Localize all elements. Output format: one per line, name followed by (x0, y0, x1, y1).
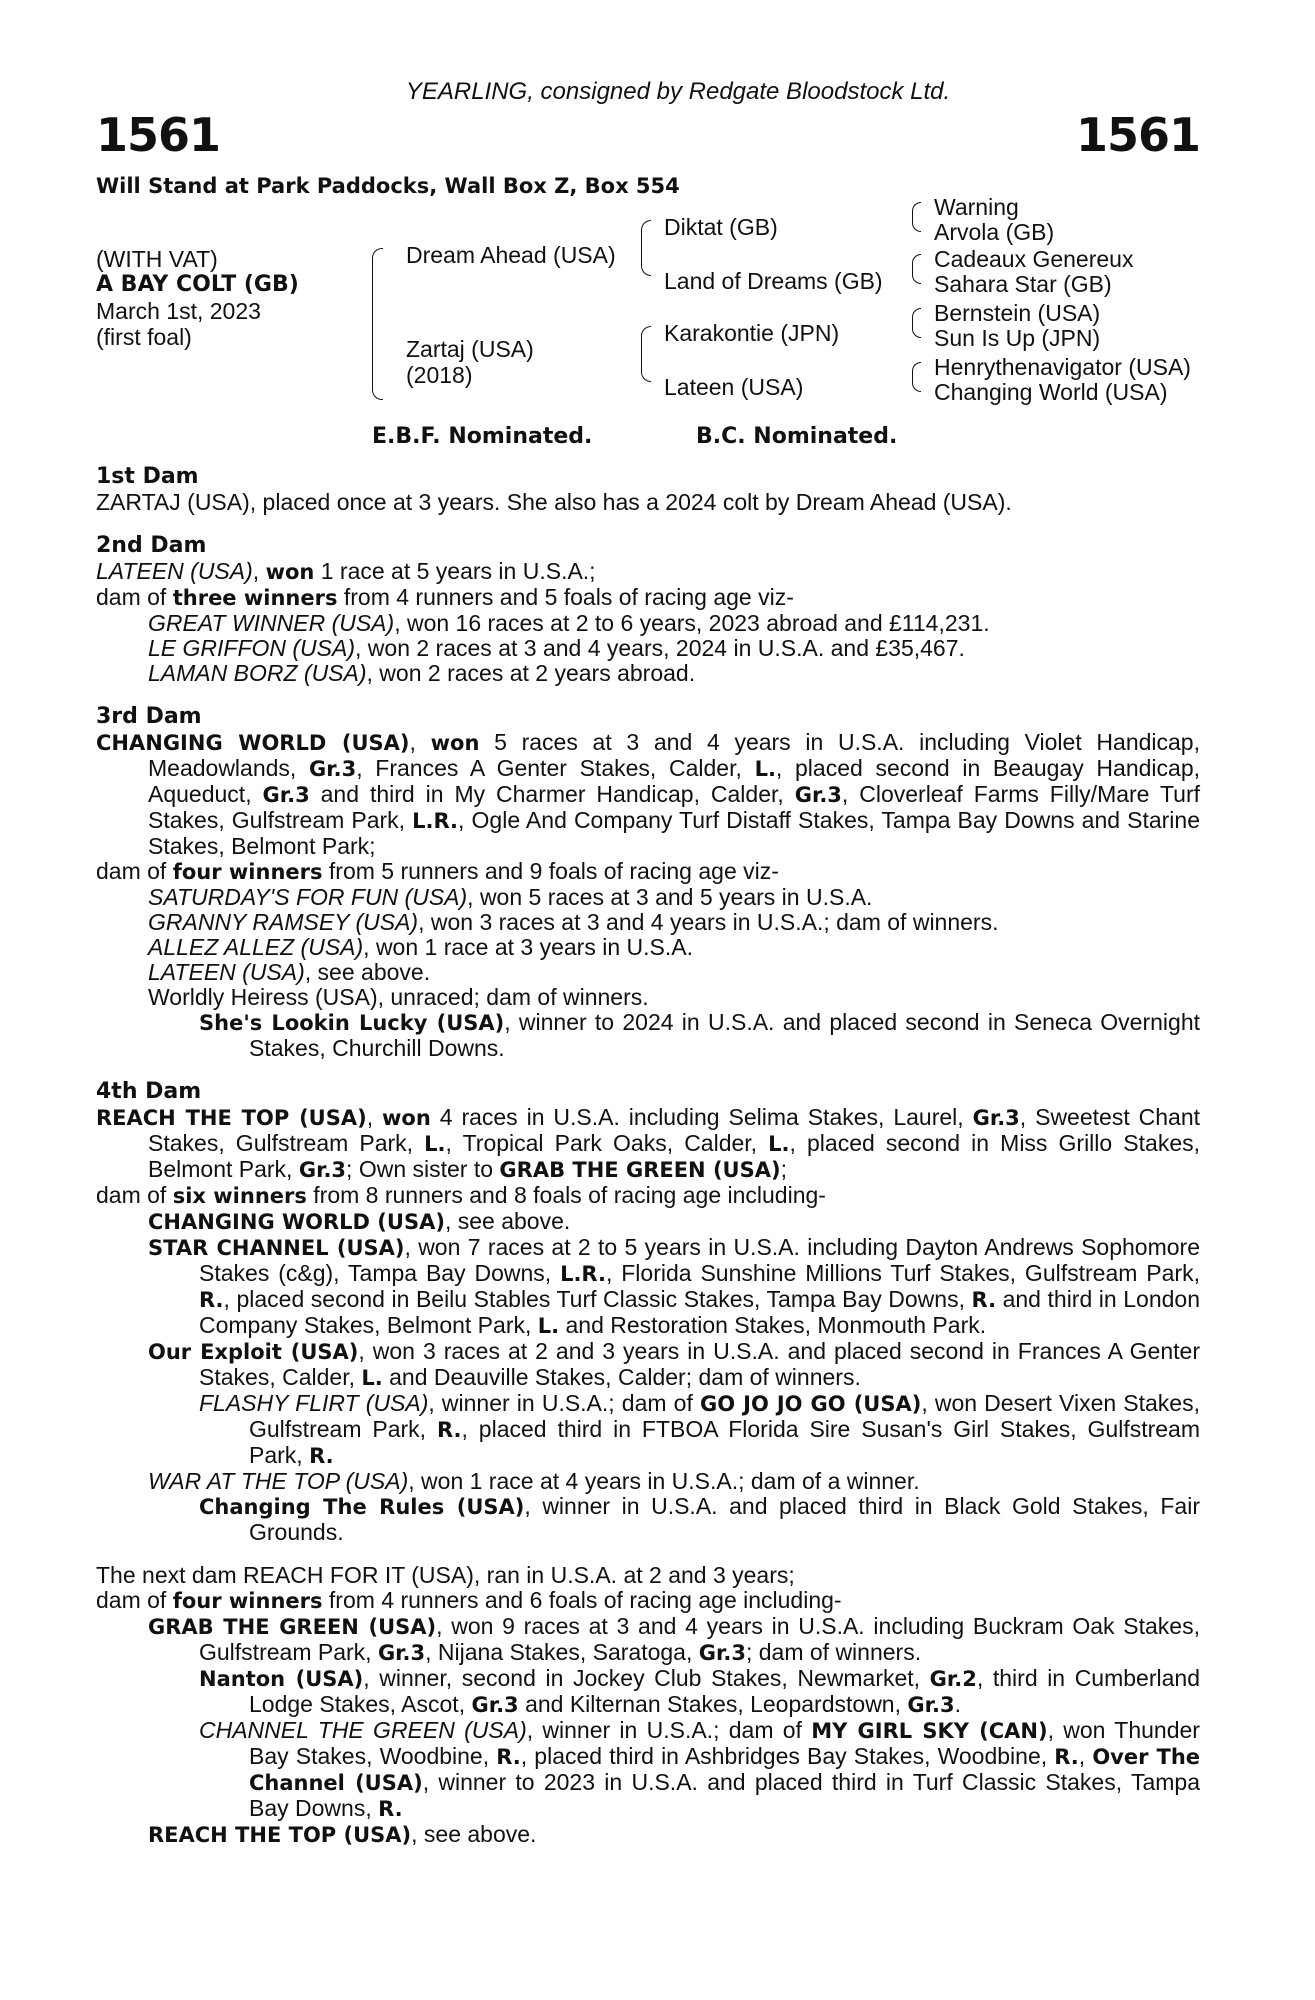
text: 4 races in U.S.A. including Selima Stakes, Laurel, (430, 1104, 973, 1130)
text: , Sweetest Chant Stakes, Gulfstream Park, (148, 1104, 1201, 1156)
grand-offspring-entry (96, 1010, 1200, 1061)
second-dam-heading: 2nd Dam (96, 533, 207, 558)
text: , placed second in Beaugay Handicap, Aqueduct, (148, 755, 1200, 807)
brace-gp4 (912, 362, 921, 392)
sire-sire: Diktat (GB) (664, 214, 778, 240)
winners-count: six winners (172, 1184, 307, 1208)
offspring-name: GRAB THE GREEN (USA) (148, 1615, 437, 1639)
brace-main (372, 248, 383, 400)
text: and Restoration Stakes, Monmouth Park. (559, 1312, 987, 1338)
text: , won 16 races at 2 to 6 years, 2023 abroad and £114,231. (394, 610, 990, 636)
dam-name: LATEEN (USA) (96, 558, 253, 584)
offspring-entry (96, 1469, 1200, 1494)
sd-sire: Cadeaux Genereux (934, 246, 1134, 272)
brace-dam (641, 326, 651, 382)
text: and Kilternan Stakes, Leopardstown, (518, 1691, 908, 1717)
grand-offspring-entry (96, 1718, 1200, 1822)
offspring-entry (96, 636, 1200, 661)
text: , placed second in Beilu Stables Turf Classic Stakes, Tampa Bay Downs, (223, 1286, 972, 1312)
text: , won 2 races at 3 and 4 years, 2024 in U.S.A. and £35,467. (355, 635, 965, 661)
grade: Gr.3 (471, 1693, 519, 1717)
offspring-name: SATURDAY'S FOR FUN (USA) (148, 884, 468, 910)
brace-sire (641, 220, 651, 276)
won-label: won (382, 1106, 431, 1130)
sire-dam: Land of Dreams (GB) (664, 268, 883, 294)
grade: R. (378, 1797, 403, 1821)
dam-name: CHANGING WORLD (USA) (96, 731, 410, 755)
produce-summary (96, 859, 1200, 885)
text: , won 3 races at 3 and 4 years in U.S.A.; dam of winners. (418, 909, 999, 935)
offspring-name: ALLEZ ALLEZ (USA) (148, 934, 364, 960)
horse-name: A BAY COLT (GB) (96, 272, 299, 297)
text: , (1078, 1743, 1093, 1769)
catalogue-page (96, 78, 1200, 1848)
text: from 4 runners and 5 foals of racing age viz- (337, 584, 794, 610)
lot-number-left: 1561 (96, 108, 221, 162)
text: , winner to 2023 in U.S.A. and placed third in Turf Classic Stakes, Tampa Bay Downs, (249, 1769, 1200, 1821)
text: , winner in U.S.A.; dam of (428, 1390, 700, 1416)
sd-dam: Sahara Star (GB) (934, 271, 1112, 297)
next-dam-section (96, 1563, 1200, 1848)
text: , placed third in Ashbridges Bay Stakes, Woodbine, (520, 1743, 1055, 1769)
text: from 5 runners and 9 foals of racing age viz- (322, 858, 779, 884)
grade: L.R. (560, 1262, 606, 1286)
ss-sire: Warning (934, 194, 1019, 220)
dam-year: (2018) (406, 362, 473, 388)
produce-summary (96, 1588, 1200, 1614)
text: ; Own sister to (346, 1156, 500, 1182)
text: . (954, 1691, 961, 1717)
text: , Tropical Park Oaks, Calder, (445, 1130, 769, 1156)
text: , Nijana Stakes, Saratoga, (425, 1639, 699, 1665)
text: , won 1 race at 3 years in U.S.A. (363, 934, 693, 960)
foaling-date: March 1st, 2023 (96, 298, 261, 324)
grade: R. (309, 1444, 334, 1468)
offspring-name: She's Lookin Lucky (USA) (199, 1011, 505, 1035)
winners-count: four winners (172, 1589, 323, 1613)
offspring-entry (96, 661, 1200, 686)
pedigree-chart (96, 194, 1200, 418)
first-dam-heading: 1st Dam (96, 464, 199, 489)
text: , won 2 races at 2 years abroad. (366, 660, 696, 686)
ds-sire: Bernstein (USA) (934, 300, 1101, 326)
dam-dam: Lateen (USA) (664, 374, 804, 400)
offspring-name: Nanton (USA) (199, 1667, 364, 1691)
text: , won 5 races at 3 and 5 years in U.S.A. (467, 884, 873, 910)
lot-number-right: 1561 (1075, 108, 1200, 162)
winners-count: four winners (172, 860, 323, 884)
second-dam-section (96, 533, 1200, 686)
text: , (366, 1104, 383, 1130)
fourth-dam-section (96, 1079, 1200, 1545)
text: , Frances A Genter Stakes, Calder, (356, 755, 755, 781)
foal-note: (first foal) (96, 324, 192, 350)
text: , Florida Sunshine Millions Turf Stakes, Gulfstream Park, (605, 1260, 1200, 1286)
sire: Dream Ahead (USA) (406, 242, 616, 268)
text: and Deauville Stakes, Calder; dam of winners. (382, 1364, 861, 1390)
text: ; (780, 1156, 787, 1182)
offspring-name: LE GRIFFON (USA) (148, 635, 356, 661)
grade: Gr.2 (929, 1667, 977, 1691)
offspring-entry (96, 960, 1200, 985)
offspring-entry (96, 1822, 1200, 1848)
offspring-entry (96, 885, 1200, 910)
winners-count: three winners (172, 586, 338, 610)
text: dam of (96, 1587, 173, 1613)
first-dam-text: ZARTAJ (USA), placed once at 3 years. She also has a 2024 colt by Dream Ahead (USA). (96, 489, 1012, 515)
offspring-entry: Worldly Heiress (USA), unraced; dam of winners. (148, 984, 649, 1010)
text: and third in My Charmer Handicap, Calder, (309, 781, 795, 807)
dam-name: REACH THE TOP (USA) (96, 1106, 367, 1130)
won-label: won (430, 731, 480, 755)
text: , placed second in Miss Grillo Stakes, Belmont Park, (148, 1130, 1200, 1182)
text: , (252, 558, 266, 584)
offspring-entry (96, 910, 1200, 935)
offspring-entry (96, 1209, 1200, 1235)
offspring-name: REACH THE TOP (USA) (148, 1823, 412, 1847)
text: 1 race at 5 years in U.S.A.; (314, 558, 596, 584)
ebf-nomination: E.B.F. Nominated. (372, 424, 593, 449)
vat-label: (WITH VAT) (96, 246, 218, 272)
text: from 4 runners and 6 foals of racing age including- (322, 1587, 842, 1613)
text: , winner, second in Jockey Club Stakes, Newmarket, (363, 1665, 930, 1691)
text: ; dam of winners. (745, 1639, 922, 1665)
grand-offspring-entry (96, 1666, 1200, 1718)
text: , winner in U.S.A. and placed third in Black Gold Stakes, Fair Grounds. (249, 1493, 1200, 1545)
text: , won Desert Vixen Stakes, Gulfstream Park, (249, 1390, 1200, 1442)
text: , third in Cumberland Lodge Stakes, Ascot, (249, 1665, 1200, 1717)
ss-dam: Arvola (GB) (934, 219, 1055, 245)
grade: Gr.3 (972, 1106, 1020, 1130)
fourth-dam-record (96, 1105, 1200, 1183)
third-dam-heading: 3rd Dam (96, 704, 202, 729)
text: dam of (96, 1182, 173, 1208)
grade: R. (436, 1418, 462, 1442)
offspring-name: CHANNEL THE GREEN (USA) (199, 1717, 527, 1743)
grade: L. (361, 1366, 383, 1390)
offspring-name: WAR AT THE TOP (USA) (148, 1468, 409, 1494)
offspring-name: LATEEN (USA) (148, 959, 305, 985)
text: , see above. (411, 1821, 537, 1847)
dam: Zartaj (USA) (406, 336, 534, 362)
consignment-line: YEARLING, consigned by Redgate Bloodstock Ltd. (405, 78, 951, 105)
offspring-name: GO JO JO GO (USA) (700, 1392, 922, 1416)
offspring-name: FLASHY FLIRT (USA) (199, 1390, 429, 1416)
grade: R. (199, 1288, 224, 1312)
third-dam-section (96, 704, 1200, 1061)
offspring-entry (96, 1614, 1200, 1666)
brace-gp2 (912, 254, 921, 284)
grade: Gr.3 (377, 1641, 426, 1665)
grade: Gr.3 (698, 1641, 746, 1665)
offspring-name: Changing The Rules (USA) (199, 1495, 525, 1519)
grade: R. (496, 1745, 521, 1769)
stand-location: Will Stand at Park Paddocks, Wall Box Z, Box 554 (96, 174, 680, 198)
offspring-name: GREAT WINNER (USA) (148, 610, 395, 636)
first-dam-section (96, 464, 1200, 515)
text: dam of (96, 858, 173, 884)
grade: L. (768, 1132, 790, 1156)
grand-offspring-entry (96, 1494, 1200, 1545)
text: and third in London Company Stakes, Belmont Park, (199, 1286, 1200, 1338)
grade: L. (537, 1314, 560, 1338)
second-dam-line (96, 559, 1200, 585)
offspring-name: CHANGING WORLD (USA) (148, 1210, 445, 1234)
grade: Gr.3 (298, 1158, 347, 1182)
offspring-name: Our Exploit (USA) (148, 1340, 359, 1364)
grade: Gr.3 (262, 783, 310, 807)
text: , won 7 races at 2 to 5 years in U.S.A. including Dayton Andrews Sophomore Stakes (c&g), Tampa Bay Downs, (199, 1234, 1200, 1286)
won-label: won (265, 560, 315, 584)
text: , won 9 races at 3 and 4 years in U.S.A. including Buckram Oak Stakes, Gulfstream Park, (199, 1613, 1200, 1665)
text: , placed third in FTBOA Florida Sire Susan's Girl Stakes, Gulfstream Park, (249, 1416, 1201, 1468)
text: , won Thunder Bay Stakes, Woodbine, (249, 1717, 1200, 1769)
offspring-name: STAR CHANNEL (USA) (148, 1236, 405, 1260)
offspring-name: Over The Channel (USA) (249, 1745, 1201, 1795)
text: , Cloverleaf Farms Filly/Mare Turf Stakes, Gulfstream Park, (148, 781, 1201, 833)
grade: R. (1054, 1745, 1079, 1769)
sister-name: GRAB THE GREEN (USA) (499, 1158, 781, 1182)
offspring-entry (96, 935, 1200, 960)
grade: L. (754, 757, 776, 781)
offspring-name: LAMAN BORZ (USA) (148, 660, 367, 686)
grade: L.R. (412, 809, 459, 833)
lot-number-row (96, 108, 1200, 160)
dam-sire: Karakontie (JPN) (664, 320, 840, 346)
brace-gp1 (912, 202, 921, 232)
grade: R. (971, 1288, 997, 1312)
third-dam-record (96, 730, 1200, 859)
next-dam-line: The next dam REACH FOR IT (USA), ran in U.S.A. at 2 and 3 years; (96, 1562, 795, 1588)
text: , won 1 race at 4 years in U.S.A.; dam of a winner. (408, 1468, 920, 1494)
text: , see above. (444, 1208, 571, 1234)
offspring-entry (96, 611, 1200, 636)
grade: Gr.3 (309, 757, 357, 781)
text: , see above. (304, 959, 431, 985)
text: dam of (96, 584, 173, 610)
grade: L. (424, 1132, 446, 1156)
text: , Ogle And Company Turf Distaff Stakes, Tampa Bay Downs and Starine Stakes, Belmont Park; (148, 807, 1201, 859)
dd-dam: Changing World (USA) (934, 379, 1168, 405)
produce-summary (96, 585, 1200, 611)
text: from 8 runners and 8 foals of racing age including- (306, 1182, 826, 1208)
nominations (96, 418, 1200, 464)
fourth-dam-heading: 4th Dam (96, 1079, 202, 1104)
grand-offspring-entry (96, 1391, 1200, 1469)
bc-nomination: B.C. Nominated. (696, 424, 898, 449)
text: , winner in U.S.A.; dam of (526, 1717, 812, 1743)
grade: Gr.3 (907, 1693, 955, 1717)
ds-dam: Sun Is Up (JPN) (934, 325, 1101, 351)
text: , won 3 races at 2 and 3 years in U.S.A. and placed second in Frances A Genter Stakes, Calder, (199, 1338, 1200, 1390)
brace-gp3 (912, 308, 921, 338)
offspring-entry (96, 1235, 1200, 1339)
dd-sire: Henrythenavigator (USA) (934, 354, 1191, 380)
offspring-name: GRANNY RAMSEY (USA) (148, 909, 419, 935)
grade: Gr.3 (794, 783, 842, 807)
offspring-entry (96, 1339, 1200, 1391)
text: 5 races at 3 and 4 years in U.S.A. including Violet Handicap, Meadowlands, (148, 729, 1200, 781)
produce-summary (96, 1183, 1200, 1209)
text: , winner to 2024 in U.S.A. and placed second in Seneca Overnight Stakes, Churchill Downs. (249, 1009, 1200, 1061)
offspring-name: MY GIRL SKY (CAN) (811, 1719, 1048, 1743)
text: , (409, 729, 431, 755)
